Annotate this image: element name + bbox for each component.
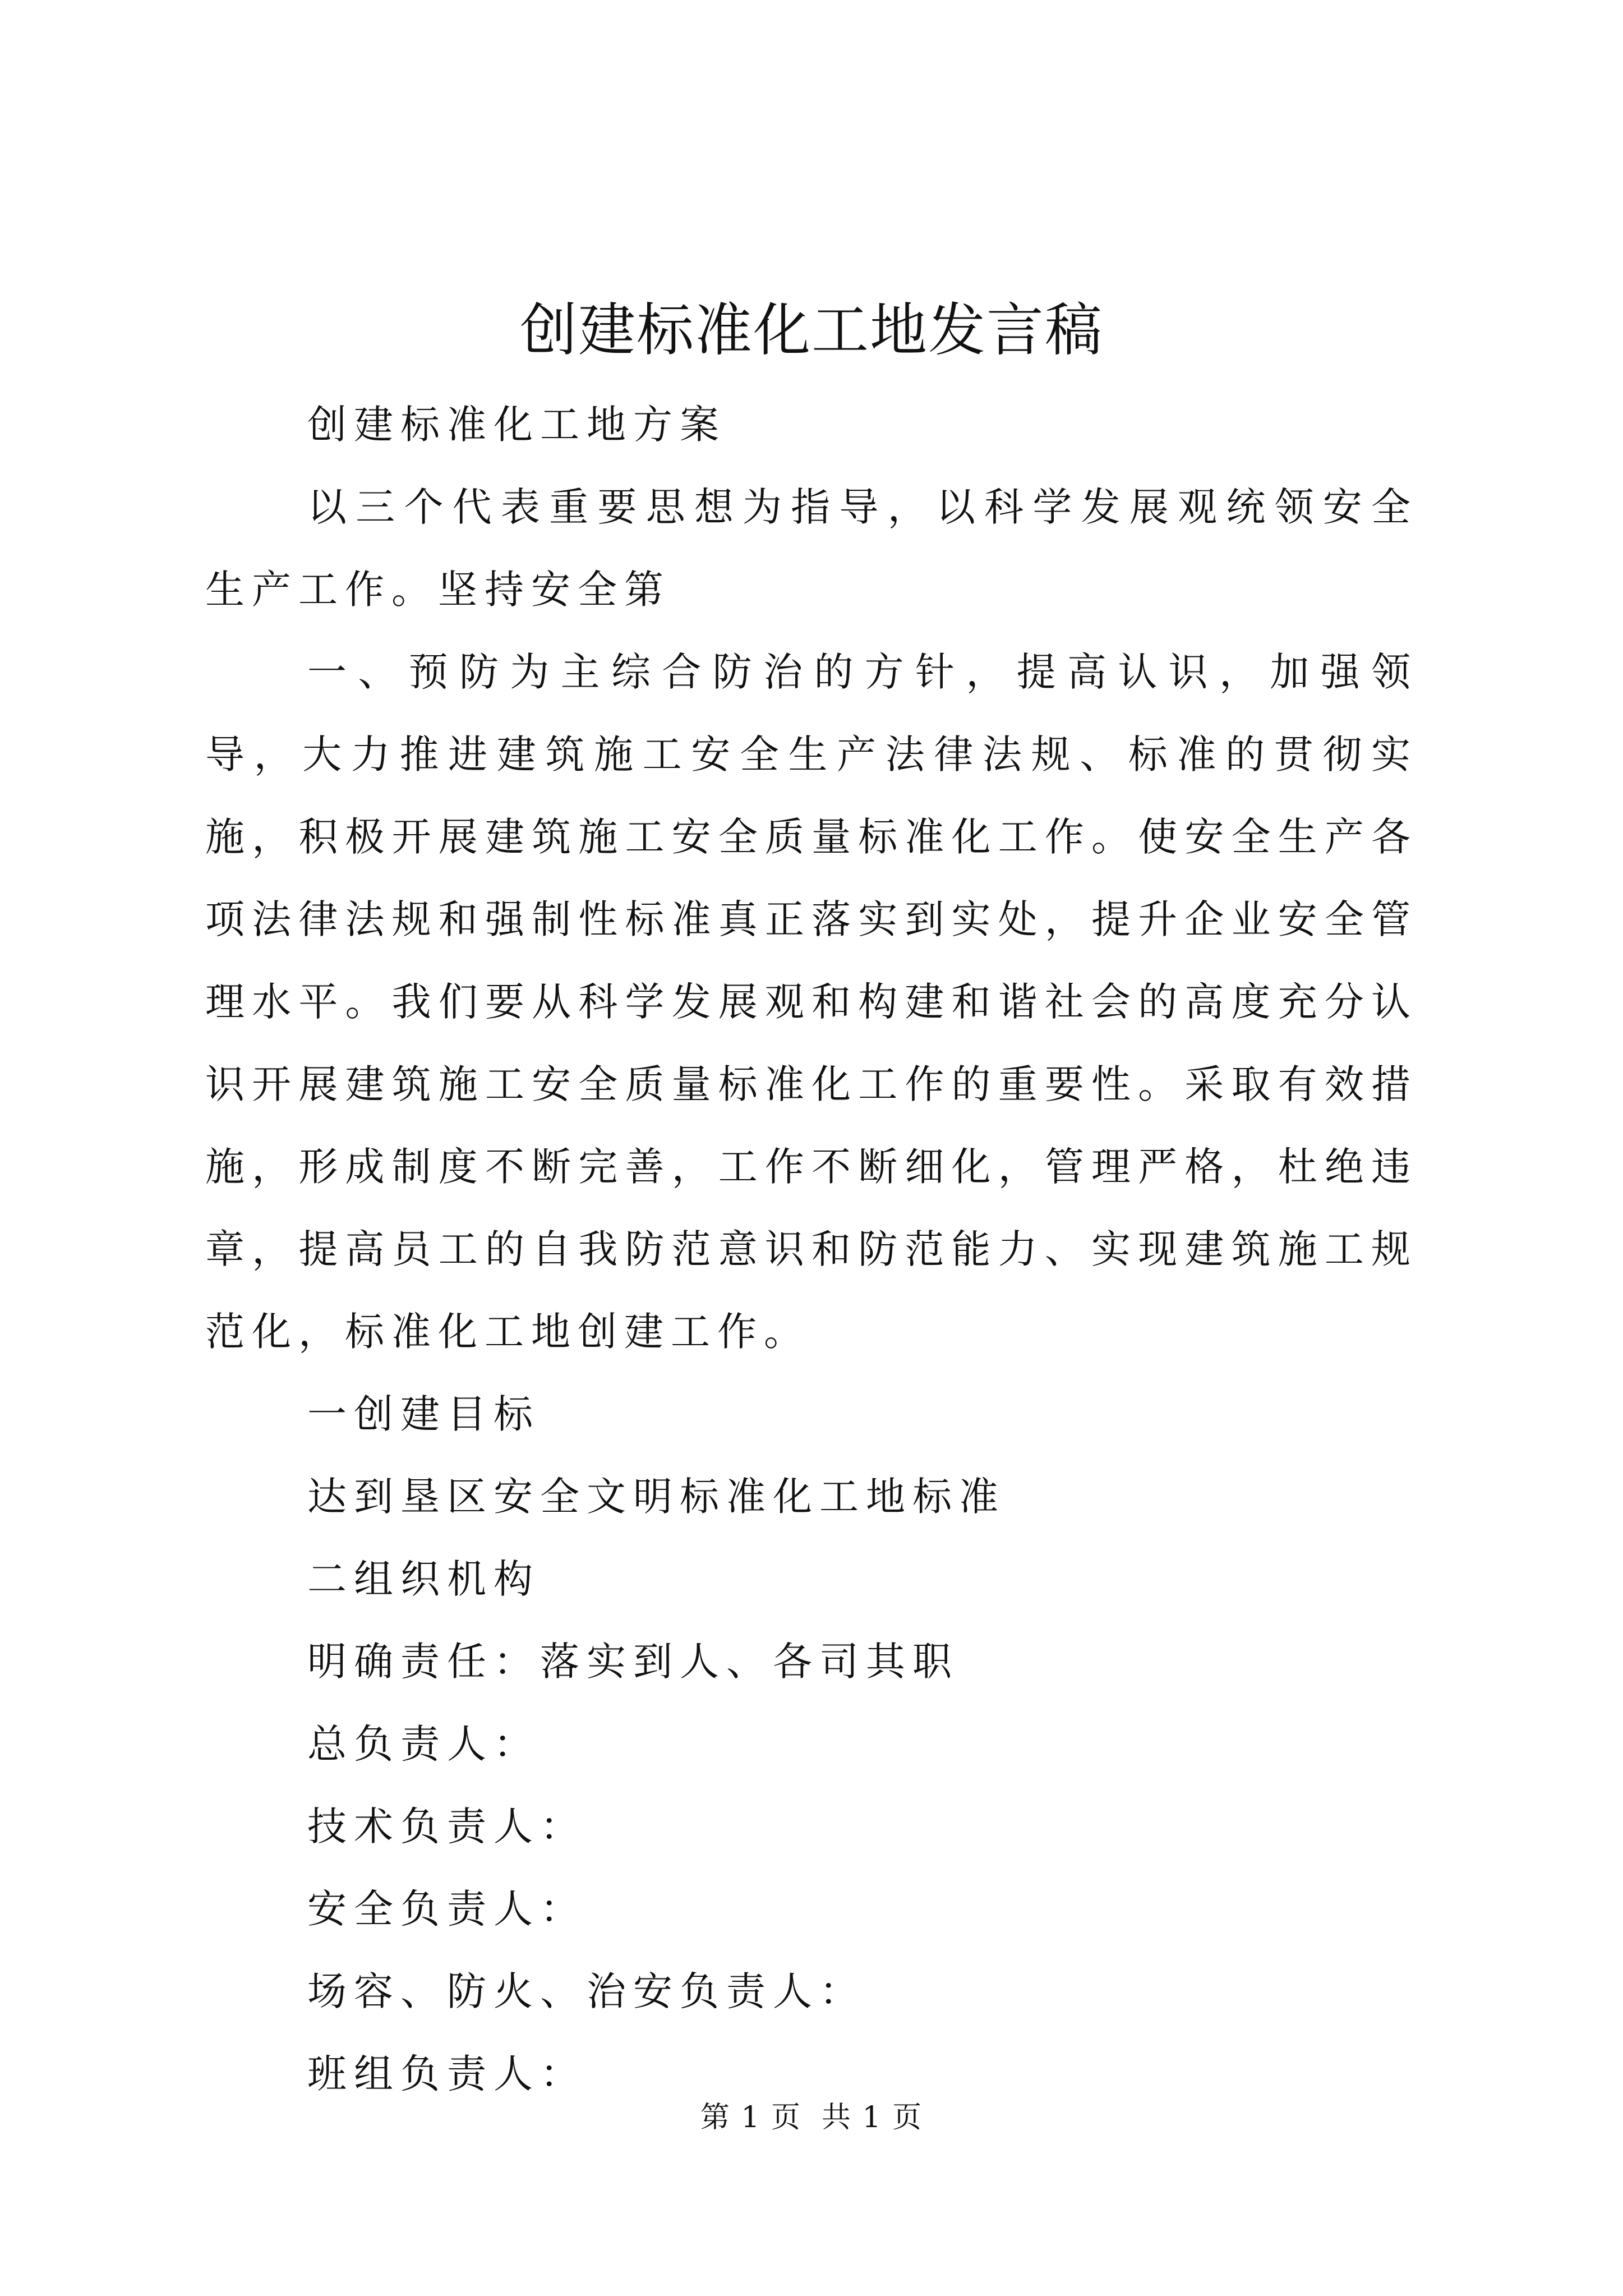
paragraph: 总负责人： [307, 1721, 540, 1767]
paragraph: 一、预防为主综合防治的方针，提高认识，加强领导，大力推进建筑施工安全生产法律法规、标准的贯彻实施，积极开展建筑施工安全质量标准化工作。使安全生产各项法律法规和强制性标准真正落实到实处，提升企业安全管理水平。我们要从科学发展观和构建和谐社会的高度充分认识开展建筑施工安全质量标准化工作的重要性。采取有效措施，形成制度不断完善，工作不断细化，管理严格，杜绝违章，提高员工的自我防范意识和防范能力、实现建筑施工规范化，标准化工地创建工作。 [205, 649, 1418, 1355]
page-total: 共 1 页 [822, 2101, 923, 2134]
paragraph: 达到垦区安全文明标准化工地标准 [307, 1474, 1006, 1520]
paragraph: 安全负责人： [307, 1886, 587, 1932]
paragraph: 明确责任：落实到人、各司其职 [307, 1639, 959, 1685]
document-body [205, 384, 1418, 2115]
paragraph: 一创建目标 [307, 1391, 540, 1437]
paragraph: 二组织机构 [307, 1556, 540, 1602]
page-footer [0, 2095, 1623, 2140]
paragraph: 技术负责人： [307, 1803, 587, 1849]
paragraph: 场容、防火、治安负责人： [307, 1968, 866, 2014]
document-title: 创建标准化工地发言稿 [520, 297, 1103, 364]
page-number: 第 1 页 [700, 2101, 801, 2134]
paragraph: 创建标准化工地方案 [307, 402, 726, 448]
paragraph: 班组负责人： [307, 2051, 587, 2097]
paragraph: 以三个代表重要思想为指导，以科学发展观统领安全生产工作。坚持安全第 [205, 484, 1418, 613]
